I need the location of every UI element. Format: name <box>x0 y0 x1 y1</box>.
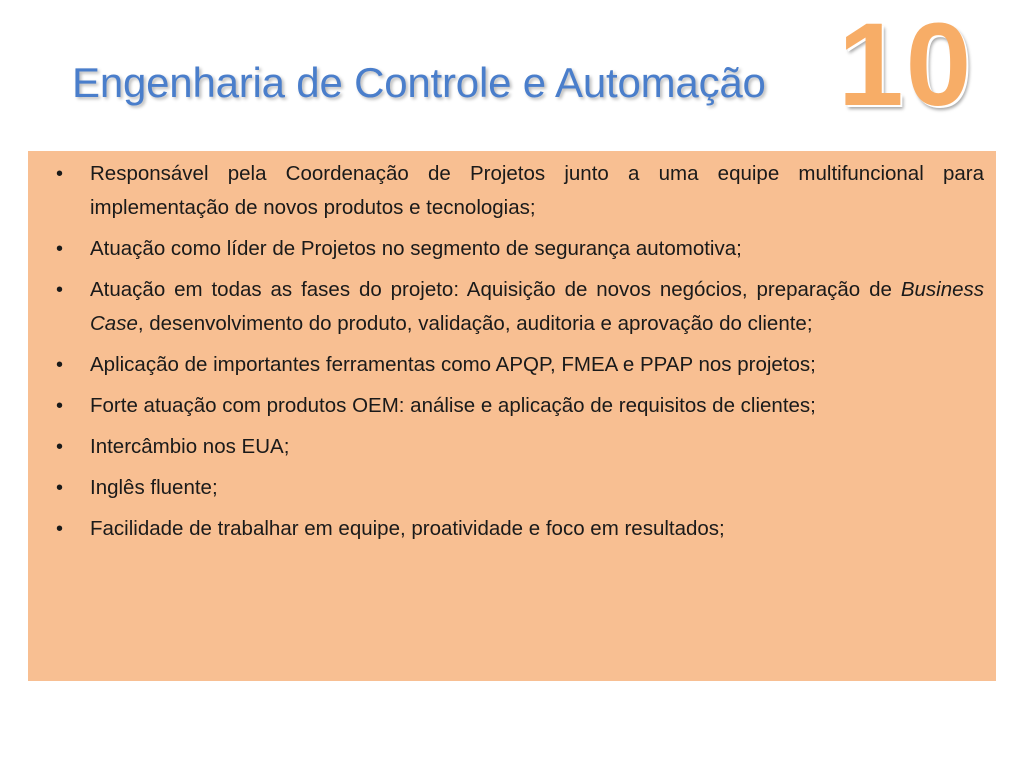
bullet-icon: • <box>56 477 64 499</box>
bullet-text: Responsável pela Coordenação de Projetos junto a uma equipe multifuncional para implementação de novos produtos e tecnologias; <box>90 162 984 219</box>
list-item <box>56 389 984 423</box>
bullet-text: Facilidade de trabalhar em equipe, proatividade e foco em resultados; <box>90 517 725 540</box>
list-item <box>56 512 984 546</box>
list-item <box>56 273 984 341</box>
bullet-icon: • <box>56 238 64 260</box>
content-box <box>28 151 996 681</box>
bullet-text: Atuação como líder de Projetos no segmento de segurança automotiva; <box>90 237 742 260</box>
bullet-icon: • <box>56 354 64 376</box>
bullet-icon: • <box>56 518 64 540</box>
list-item <box>56 430 984 464</box>
slide-number: 10 <box>838 0 974 131</box>
list-item <box>56 232 984 266</box>
bullet-text: Intercâmbio nos EUA; <box>90 435 290 458</box>
bullet-text: Aplicação de importantes ferramentas como APQP, FMEA e PPAP nos projetos; <box>90 353 816 376</box>
bullet-icon: • <box>56 395 64 417</box>
bullet-icon: • <box>56 279 64 301</box>
bullet-icon: • <box>56 436 64 458</box>
bullet-text: Forte atuação com produtos OEM: análise e aplicação de requisitos de clientes; <box>90 394 816 417</box>
bullet-list <box>56 157 984 546</box>
list-item <box>56 157 984 225</box>
list-item <box>56 348 984 382</box>
bullet-icon: • <box>56 163 64 185</box>
list-item <box>56 471 984 505</box>
bullet-text-part: , desenvolvimento do produto, validação, auditoria e aprovação do cliente; <box>137 312 813 335</box>
bullet-text-italic: Business Case <box>90 278 984 335</box>
slide-title: Engenharia de Controle e Automação <box>72 59 766 106</box>
bullet-text-part: Atuação em todas as fases do projeto: Aquisição de novos negócios, preparação de <box>90 278 901 301</box>
bullet-text: Inglês fluente; <box>90 476 218 499</box>
